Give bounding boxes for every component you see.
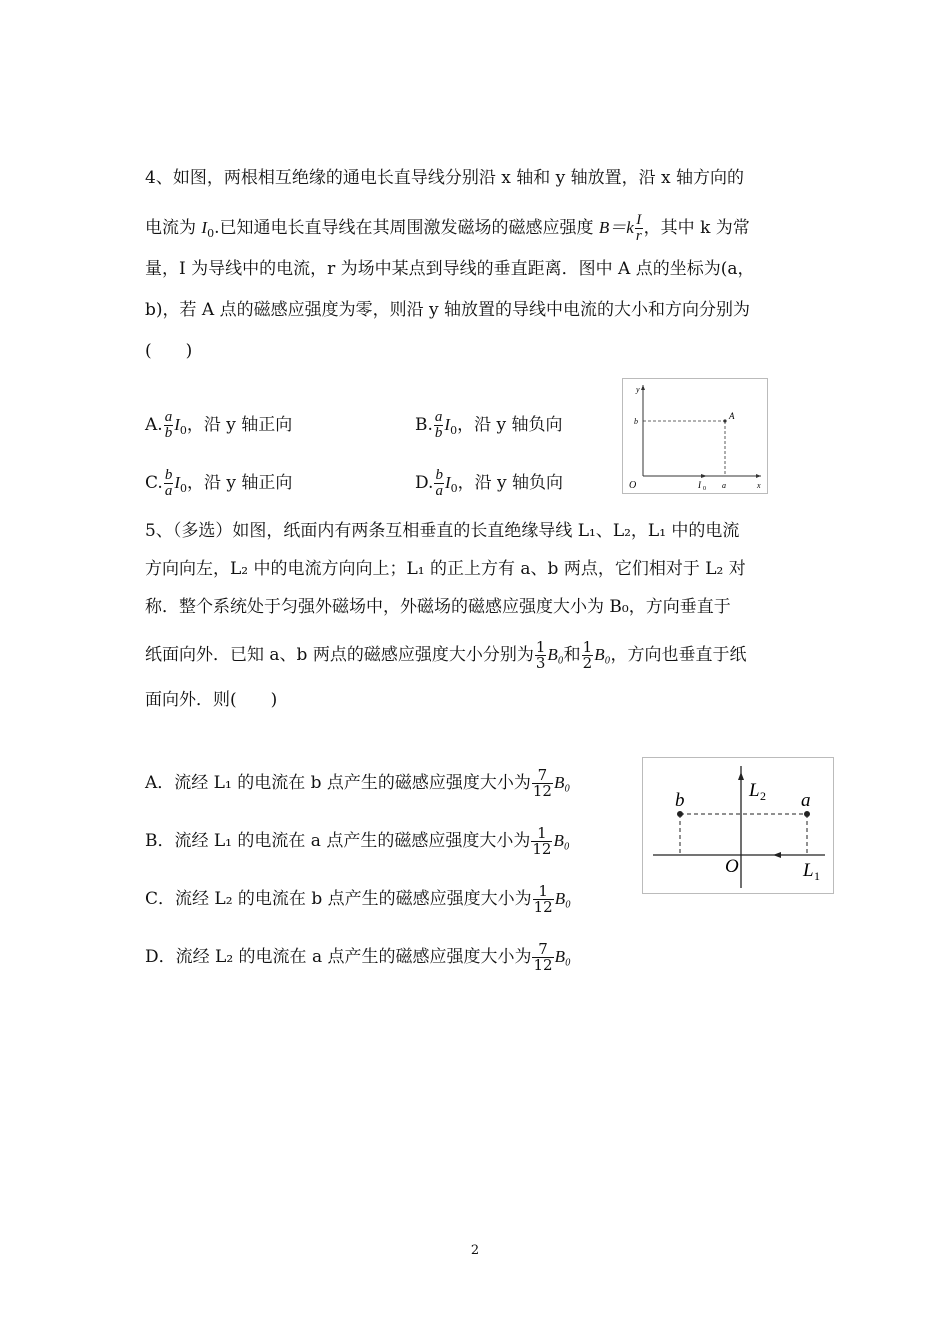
- q5-line4-b: ，方向也垂直于纸: [610, 645, 747, 665]
- frac-den: a: [164, 483, 173, 499]
- q4-formula-frac: [635, 213, 643, 244]
- option-tail: B₀: [553, 831, 570, 850]
- frac-den: 2: [582, 654, 593, 672]
- L1-current-arrow: [773, 852, 781, 858]
- label-O: O: [725, 856, 739, 877]
- option-tail: B₀: [553, 773, 571, 792]
- option-text: D．流经 L₂ 的电流在 a 点产生的磁感应强度大小为: [145, 947, 532, 967]
- label-y: y: [636, 385, 640, 394]
- option-label: A.: [145, 415, 163, 435]
- q4-figure-svg: [623, 379, 767, 493]
- frac-den: a: [435, 483, 443, 499]
- q4-line5: ( ): [145, 341, 193, 361]
- option-frac: [531, 826, 552, 857]
- frac-num: 7: [532, 768, 553, 784]
- option-text: ，沿 y 轴正向: [186, 415, 293, 435]
- q4-line2-a: 电流为: [145, 218, 202, 238]
- frac-den: 12: [533, 956, 553, 974]
- frac-num: 1: [531, 826, 552, 842]
- frac-den: b: [434, 425, 443, 441]
- q5-option-a[interactable]: [145, 768, 570, 799]
- option-frac: [434, 410, 444, 441]
- option-sub: 0: [450, 424, 458, 437]
- q4-option-a[interactable]: [145, 410, 292, 444]
- frac-den: 3: [535, 654, 546, 672]
- label-O: O: [629, 480, 637, 491]
- q5-option-c[interactable]: [145, 884, 571, 915]
- option-label: D.: [415, 473, 434, 493]
- option-sub: 0: [179, 424, 187, 437]
- option-frac: [533, 884, 554, 915]
- label-b: b: [675, 790, 685, 811]
- option-i: I: [174, 473, 180, 492]
- q5-and: 和: [563, 645, 581, 665]
- label-L2-sub: 2: [760, 789, 766, 803]
- q4-line2-b: .已知通电长直导线在其周围激发磁场的磁感应强度: [214, 218, 599, 238]
- q5-option-b[interactable]: [145, 826, 570, 857]
- option-label: B.: [415, 415, 433, 435]
- frac-den: 12: [533, 898, 553, 916]
- q4-option-d[interactable]: [415, 468, 563, 502]
- q5-b0-2: B₀: [594, 645, 611, 664]
- current-arrow: [701, 474, 707, 478]
- q4-line2-c: ，其中 k 为常: [643, 218, 750, 238]
- q4-figure: [622, 378, 768, 494]
- frac-den: 12: [532, 840, 552, 858]
- label-L1-sub: 1: [814, 869, 820, 883]
- point-a: [723, 419, 726, 422]
- label-x: x: [757, 481, 761, 490]
- frac-num: b: [164, 467, 173, 483]
- label-I0-sub: 0: [703, 486, 706, 492]
- q5-line1: 5、（多选）如图，纸面内有两条互相垂直的长直绝缘导线 L₁、L₂，L₁ 中的电流: [145, 521, 740, 541]
- q5-frac2: [582, 640, 594, 671]
- frac-num: a: [434, 409, 443, 425]
- q5-line2: 方向向左，L₂ 中的电流方向向上；L₁ 的正上方有 a、b 两点，它们相对于 L₂ 对: [145, 559, 746, 579]
- q5-line5: 面向外．则( ): [145, 690, 278, 710]
- q4-option-c[interactable]: [145, 468, 292, 502]
- option-tail: B₀: [554, 889, 571, 908]
- label-I0: I: [698, 480, 701, 490]
- q4-i0-sub: 0: [207, 227, 215, 240]
- frac-num: 1: [535, 638, 546, 656]
- option-text: ，沿 y 轴负向: [457, 473, 564, 493]
- q5-figure: [642, 757, 834, 894]
- option-frac: [532, 768, 553, 799]
- x-axis-arrow: [756, 474, 761, 478]
- point-a: [804, 811, 810, 817]
- q4-line3: 量，I 为导线中的电流，r 为场中某点到导线的垂直距离．图中 A 点的坐标为(a，: [145, 259, 755, 279]
- y-axis-arrow: [641, 385, 645, 390]
- q4-line4: b)，若 A 点的磁感应强度为零，则沿 y 轴放置的导线中电流的大小和方向分别为: [145, 300, 751, 320]
- option-frac: [164, 410, 174, 441]
- frac-num: a: [164, 409, 173, 425]
- option-text: ，沿 y 轴正向: [186, 473, 293, 493]
- option-tail: B₀: [554, 947, 571, 966]
- frac-den: 12: [532, 782, 552, 800]
- q5-line4: [145, 640, 747, 671]
- frac-num: 7: [532, 942, 553, 958]
- q4-frac-den: r: [635, 228, 642, 244]
- label-b: b: [634, 417, 638, 426]
- q4-line1: 4、如图，两根相互绝缘的通电长直导线分别沿 x 轴和 y 轴放置，沿 x 轴方向的: [145, 168, 745, 188]
- option-i: I: [444, 415, 451, 434]
- option-text: B．流经 L₁ 的电流在 a 点产生的磁感应强度大小为: [145, 831, 531, 851]
- q5-figure-svg: [643, 758, 833, 893]
- option-text: A．流经 L₁ 的电流在 b 点产生的磁感应强度大小为: [145, 773, 531, 793]
- option-text: ，沿 y 轴负向: [457, 415, 563, 435]
- option-i: I: [444, 473, 451, 492]
- q5-option-d[interactable]: [145, 942, 571, 973]
- label-A: A: [729, 411, 735, 421]
- frac-num: 1: [533, 884, 554, 900]
- label-L1: L: [803, 860, 814, 881]
- frac-num: 1: [582, 638, 593, 656]
- label-a: a: [722, 481, 726, 490]
- frac-den: b: [164, 425, 173, 441]
- frac-num: b: [435, 467, 443, 483]
- q5-line3: 称．整个系统处于匀强外磁场中，外磁场的磁感应强度大小为 B₀，方向垂直于: [145, 597, 731, 617]
- label-L2: L: [749, 780, 760, 801]
- q5-b0-1: B₀: [547, 645, 564, 664]
- option-sub: 0: [450, 482, 458, 495]
- q4-frac-num: I: [636, 212, 642, 228]
- option-frac: [434, 468, 444, 499]
- point-b: [677, 811, 683, 817]
- option-sub: 0: [179, 482, 187, 495]
- q4-formula-lhs: B＝k: [598, 218, 634, 237]
- option-label: C.: [145, 473, 163, 493]
- q5-frac1: [535, 640, 547, 671]
- option-text: C．流经 L₂ 的电流在 b 点产生的磁感应强度大小为: [145, 889, 532, 909]
- label-a: a: [801, 790, 811, 811]
- page-number: 2: [470, 1243, 480, 1258]
- q5-line4-a: 纸面向外．已知 a、b 两点的磁感应强度大小分别为: [145, 645, 534, 665]
- q4-option-b[interactable]: [415, 410, 563, 444]
- option-frac: [164, 468, 174, 499]
- option-i: I: [174, 415, 180, 434]
- q4-i0: I: [201, 218, 208, 237]
- option-frac: [532, 942, 553, 973]
- L2-current-arrow: [738, 772, 744, 780]
- q4-line2: [145, 213, 750, 247]
